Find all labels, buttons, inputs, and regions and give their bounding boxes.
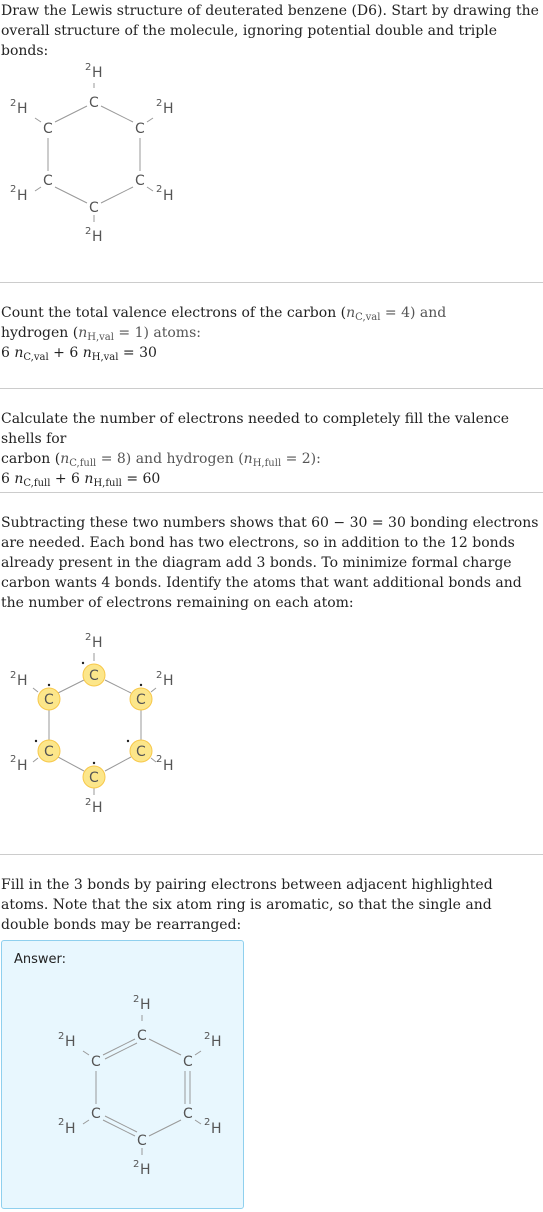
carbon-atom: C <box>135 173 145 189</box>
carbon-atom: C <box>44 744 54 760</box>
carbon-atom: C <box>137 1028 147 1044</box>
hydrogen-atom: H <box>163 758 174 774</box>
svg-text:2: 2 <box>10 98 17 109</box>
hydrogen-atom: H <box>163 188 174 204</box>
step1-text: Draw the Lewis structure of deuterated benzene (D6). Start by drawing the overall structure of the molecule, ignoring potential double and triple bonds: <box>1 3 539 59</box>
svg-text:2: 2 <box>133 1159 140 1170</box>
hydrogen-atom: H <box>211 1034 222 1050</box>
hydrogen-atom: H <box>17 101 28 117</box>
hydrogen-atom: H <box>17 188 28 204</box>
carbon-atom: C <box>43 173 53 189</box>
structure-diagram-1 <box>0 55 200 255</box>
hydrogen-atom: H <box>65 1121 76 1137</box>
structure-diagram-answer <box>48 989 228 1189</box>
carbon-atom: C <box>183 1106 193 1122</box>
hydrogen-atom: H <box>140 1162 151 1178</box>
step5-text: Fill in the 3 bonds by pairing electrons between adjacent highlighted atoms. Note that the six atom ring is aromatic, so that the single and double bonds may be rearranged: <box>1 877 493 933</box>
svg-text:2: 2 <box>58 1117 65 1128</box>
lone-electron <box>48 684 50 686</box>
structure-diagram-2 <box>0 622 200 827</box>
carbon-atom: C <box>89 200 99 216</box>
carbon-atom: C <box>89 95 99 111</box>
carbon-atom: C <box>43 121 53 137</box>
svg-text:2: 2 <box>204 1031 211 1042</box>
step3-text: Calculate the number of electrons needed to completely fill the valence shells for carbon $(n_{C,full} = 8)$ and hydrogen $(n_{H,full} = 2)$: 6 $n_{C,full} + 6$ $n_{H,full} = 60$ <box>1 409 541 489</box>
lone-electron <box>82 662 84 664</box>
hydrogen-atom: H <box>211 1121 222 1137</box>
carbon-atom: C <box>136 744 146 760</box>
svg-text:2: 2 <box>85 62 92 73</box>
carbon-atom: C <box>44 692 54 708</box>
carbon-atom: C <box>89 668 99 684</box>
carbon-atom: C <box>89 770 99 786</box>
lone-electron <box>140 684 142 686</box>
hydrogen-atom: H <box>163 101 174 117</box>
svg-text:2: 2 <box>204 1117 211 1128</box>
svg-text:2: 2 <box>10 754 17 765</box>
carbon-atom: C <box>91 1054 101 1070</box>
lone-electron <box>35 740 37 742</box>
svg-text:2: 2 <box>133 994 140 1005</box>
carbon-atom: C <box>137 1133 147 1149</box>
divider <box>0 492 543 493</box>
svg-text:2: 2 <box>85 797 92 808</box>
full-shell-equation: 6 $n_{C,full} + 6$ $n_{H,full} = 60$ <box>1 471 161 489</box>
carbon-atom: C <box>183 1054 193 1070</box>
divider <box>0 854 543 855</box>
answer-label: Answer: <box>14 952 67 967</box>
carbon-atom: C <box>135 121 145 137</box>
step4-text: Subtracting these two numbers shows that 60 − 30 = 30 bonding electrons are needed. Each bond has two electrons, so in addition to the 12 bonds already present in the diagram add 3 bonds. To minimize formal charge carbon wants 4 bonds. Identify the atoms that want additional bonds and the number of electrons remaining on each atom: <box>1 515 539 611</box>
answer-box <box>1 940 244 1209</box>
hydrogen-atom: H <box>140 997 151 1013</box>
step2-text: Count the total valence electrons of the carbon $(n_{C,val} = 4)$ and hydrogen $(n_{H,val} = 1)$ atoms: 6 $n_{C,val} + 6$ $n_{H,val} = 30$ <box>1 303 541 363</box>
carbon-atom: C <box>91 1106 101 1122</box>
hydrogen-atom: H <box>17 673 28 689</box>
valence-equation: 6 $n_{C,val} + 6$ $n_{H,val} = 30$ <box>1 345 157 363</box>
svg-text:2: 2 <box>10 184 17 195</box>
hydrogen-atom: H <box>92 635 103 651</box>
hydrogen-atom: H <box>65 1034 76 1050</box>
svg-text:2: 2 <box>85 226 92 237</box>
divider <box>0 388 543 389</box>
lone-electron <box>127 740 129 742</box>
svg-text:2: 2 <box>156 184 163 195</box>
divider <box>0 282 543 283</box>
svg-text:2: 2 <box>10 670 17 681</box>
svg-text:2: 2 <box>156 670 163 681</box>
svg-text:2: 2 <box>85 632 92 643</box>
hydrogen-atom: H <box>17 758 28 774</box>
hydrogen-atom: H <box>163 673 174 689</box>
lone-electron <box>93 762 95 764</box>
svg-text:2: 2 <box>58 1031 65 1042</box>
hydrogen-atom: H <box>92 800 103 816</box>
svg-text:2: 2 <box>156 754 163 765</box>
hydrogen-atom: H <box>92 229 103 245</box>
hydrogen-atom: H <box>92 65 103 81</box>
carbon-atom: C <box>136 692 146 708</box>
svg-text:2: 2 <box>156 98 163 109</box>
